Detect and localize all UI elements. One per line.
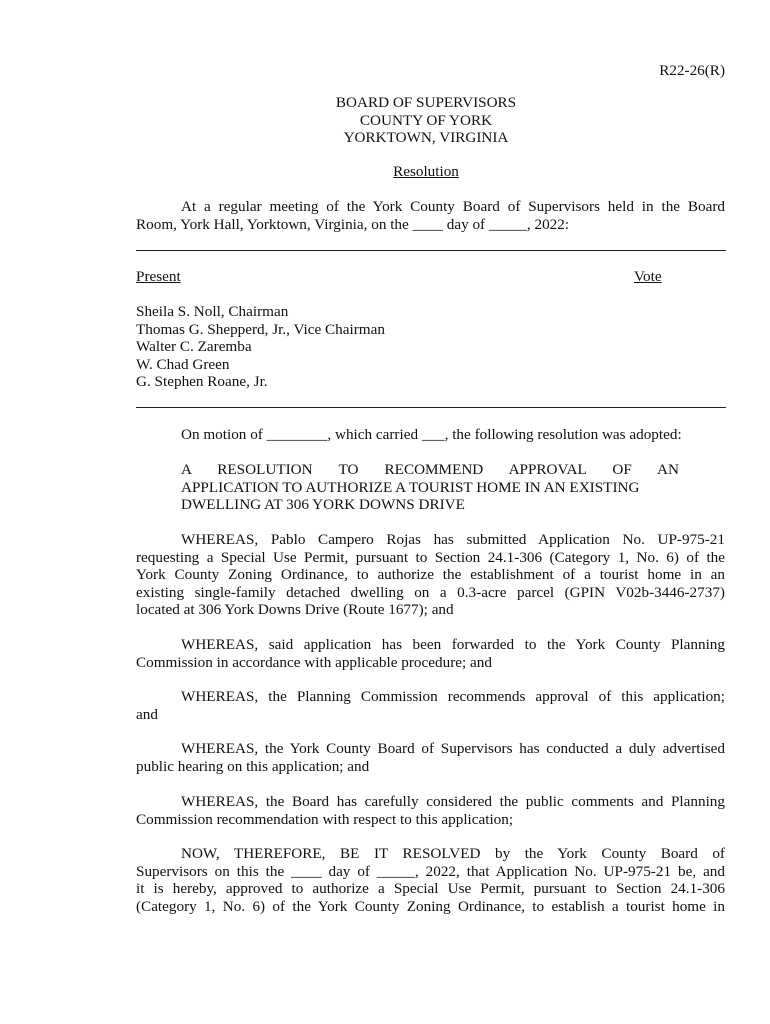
p5-line-1: WHEREAS, the Board has carefully considered the public comments and Planning (181, 793, 725, 810)
resolved-paragraph (136, 845, 725, 915)
p6-line-3: it is hereby, approved to authorize a Special Use Permit, pursuant to Section 24.1-306 (136, 880, 725, 898)
p1-line-4: existing single-family detached dwelling on a 0.3-acre parcel (GPIN V02b-3446-2737) (136, 583, 725, 601)
whereas-paragraph-5 (136, 793, 725, 828)
p3-line-1: WHEREAS, the Planning Commission recommends approval of this application; (181, 688, 725, 705)
p3-line-2: and (136, 705, 158, 723)
p4-line-1: WHEREAS, the York County Board of Supervisors has conducted a duly advertised (181, 740, 725, 757)
meeting-paragraph (136, 198, 725, 233)
divider-rule-bottom (136, 407, 726, 408)
resolution-heading (181, 461, 679, 514)
document-title: Resolution (393, 163, 459, 180)
present-label: Present (136, 268, 181, 285)
p4-line-2: public hearing on this application; and (136, 757, 370, 775)
member-name: Sheila S. Noll, Chairman (136, 303, 289, 320)
whereas-paragraph-1 (136, 531, 725, 619)
p5-line-2: Commission recommendation with respect to this application; (136, 810, 514, 828)
document-number: R22-26(R) (659, 62, 725, 79)
p6-line-2: Supervisors on this the ____ day of _____, 2022, that Application No. UP-975-21 be, and (136, 862, 725, 880)
divider-rule-top (136, 250, 726, 251)
member-name: G. Stephen Roane, Jr. (136, 373, 268, 391)
p1-line-5: located at 306 York Downs Drive (Route 1677); and (136, 601, 454, 619)
whereas-paragraph-3 (136, 688, 725, 723)
p2-line-2: Commission in accordance with applicable procedure; and (136, 653, 492, 671)
p2-line-1: WHEREAS, said application has been forwarded to the York County Planning (181, 636, 725, 653)
meeting-line-1: At a regular meeting of the York County Board of Supervisors held in the Board (181, 198, 725, 215)
p6-line-1: NOW, THEREFORE, BE IT RESOLVED by the York County Board of (181, 845, 725, 862)
motion-paragraph (136, 426, 725, 444)
p1-line-1: WHEREAS, Pablo Campero Rojas has submitted Application No. UP-975-21 (181, 531, 725, 548)
letterhead (0, 94, 770, 147)
resolution-heading-line-2: APPLICATION TO AUTHORIZE A TOURIST HOME IN AN EXISTING (181, 478, 640, 496)
whereas-paragraph-2 (136, 636, 725, 671)
vote-label: Vote (634, 268, 662, 285)
p1-line-3: York County Zoning Ordinance, to authorize the establishment of a tourist home in an (136, 566, 725, 584)
header-line-board: BOARD OF SUPERVISORS (335, 94, 517, 111)
resolution-heading-line-3: DWELLING AT 306 YORK DOWNS DRIVE (181, 496, 465, 514)
whereas-paragraph-4 (136, 740, 725, 775)
member-name: W. Chad Green (136, 355, 230, 373)
meeting-line-2: Room, York Hall, Yorktown, Virginia, on the ____ day of _____, 2022: (136, 215, 570, 233)
p1-line-2: requesting a Special Use Permit, pursuant to Section 24.1-306 (Category 1, No. 6) of the (136, 548, 725, 566)
header-line-county: COUNTY OF YORK (359, 111, 493, 129)
resolution-heading-line-1: A RESOLUTION TO RECOMMEND APPROVAL OF AN (181, 461, 679, 478)
members-list (136, 303, 385, 391)
member-name: Thomas G. Shepperd, Jr., Vice Chairman (136, 320, 385, 338)
motion-line: On motion of ________, which carried ___, the following resolution was adopted: (181, 426, 682, 443)
p6-line-4: (Category 1, No. 6) of the York County Zoning Ordinance, to establish a tourist home in (136, 897, 725, 915)
member-name: Walter C. Zaremba (136, 338, 252, 356)
header-line-town: YORKTOWN, VIRGINIA (343, 129, 509, 147)
